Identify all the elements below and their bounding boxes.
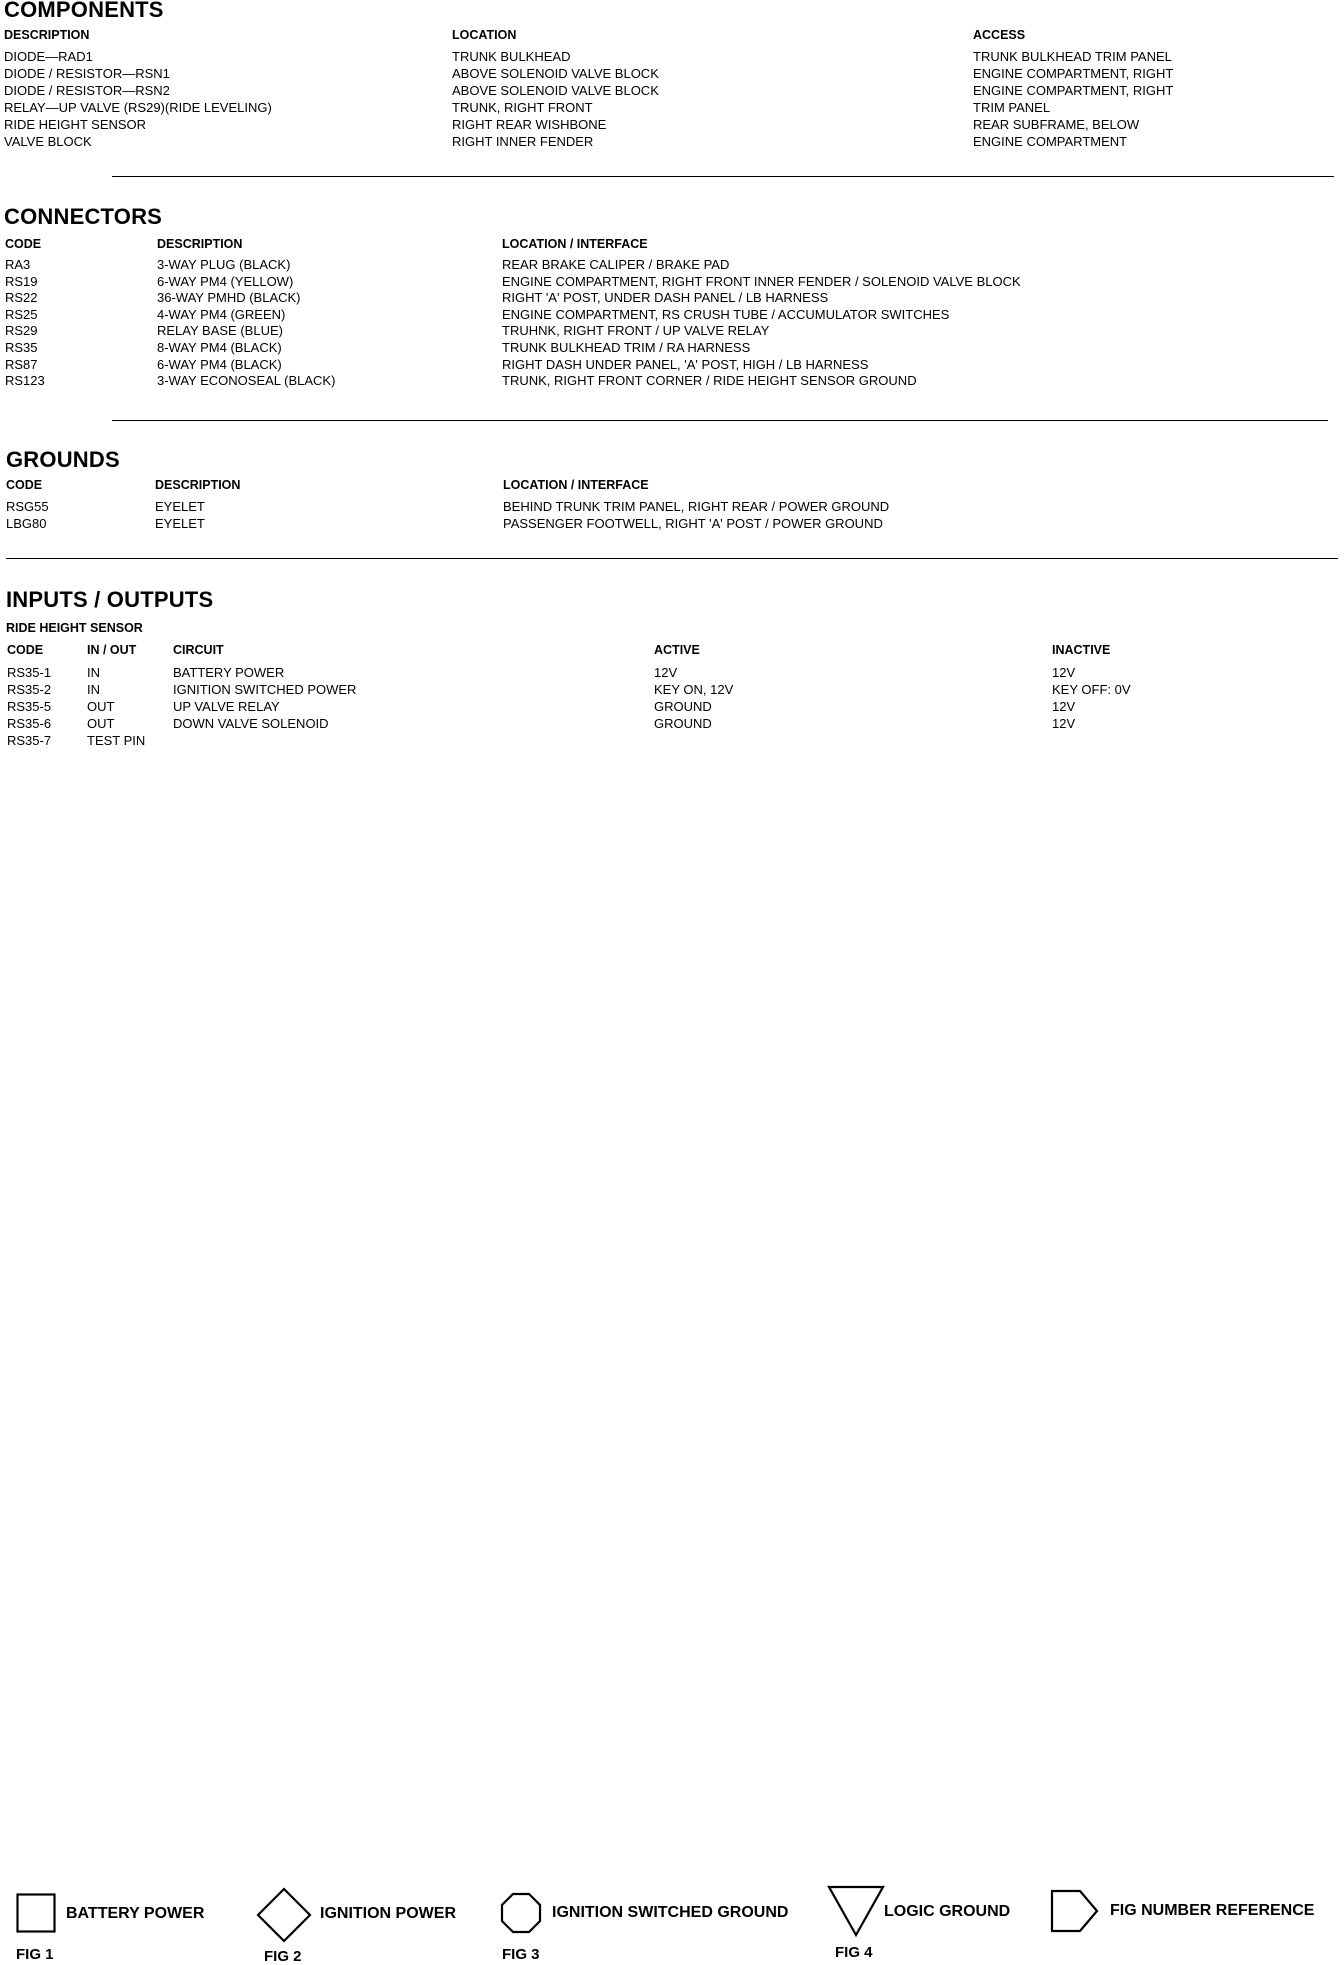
components-title: COMPONENTS xyxy=(4,0,164,22)
io-active: KEY ON, 12V xyxy=(654,682,734,697)
section-divider xyxy=(6,558,1338,559)
component-location: ABOVE SOLENOID VALVE BLOCK xyxy=(452,83,659,98)
connector-code: RS35 xyxy=(5,340,38,355)
ground-description: EYELET xyxy=(155,516,205,531)
component-location: TRUNK, RIGHT FRONT xyxy=(452,100,593,115)
component-access: TRUNK BULKHEAD TRIM PANEL xyxy=(973,49,1172,64)
connector-location: TRUNK BULKHEAD TRIM / RA HARNESS xyxy=(502,340,751,355)
io-inout: IN xyxy=(87,665,100,680)
io-header-circuit: CIRCUIT xyxy=(173,643,224,657)
connector-location: TRUHNK, RIGHT FRONT / UP VALVE RELAY xyxy=(502,323,770,338)
diamond-icon xyxy=(256,1887,312,1943)
component-access: ENGINE COMPARTMENT, RIGHT xyxy=(973,83,1174,98)
io-inout: OUT xyxy=(87,699,115,714)
connector-code: RS123 xyxy=(5,373,45,388)
legend-label-ignition-switched-ground: IGNITION SWITCHED GROUND xyxy=(552,1904,789,1921)
connectors-header-description: DESCRIPTION xyxy=(157,237,243,251)
component-location: TRUNK BULKHEAD xyxy=(452,49,571,64)
legend-label-battery-power: BATTERY POWER xyxy=(66,1905,205,1922)
ground-location: PASSENGER FOOTWELL, RIGHT 'A' POST / POWER GROUND xyxy=(503,516,883,531)
components-header-description: DESCRIPTION xyxy=(4,28,90,42)
connector-location: RIGHT 'A' POST, UNDER DASH PANEL / LB HARNESS xyxy=(502,290,829,305)
connector-description: 6-WAY PM4 (YELLOW) xyxy=(157,274,294,289)
legend-fig-4: FIG 4 xyxy=(835,1944,873,1961)
io-inactive: 12V xyxy=(1052,699,1076,714)
io-header-inactive: INACTIVE xyxy=(1052,643,1111,657)
component-description: DIODE—RAD1 xyxy=(4,49,93,64)
connector-location: ENGINE COMPARTMENT, RIGHT FRONT INNER FENDER / SOLENOID VALVE BLOCK xyxy=(502,274,1021,289)
connectors-header-code: CODE xyxy=(5,237,42,251)
io-inout: OUT xyxy=(87,716,115,731)
io-code: RS35-7 xyxy=(7,733,52,748)
pentagon-icon xyxy=(1050,1888,1100,1934)
connector-description: 8-WAY PM4 (BLACK) xyxy=(157,340,282,355)
connectors-header-location: LOCATION / INTERFACE xyxy=(502,237,648,251)
grounds-header-code: CODE xyxy=(6,478,43,492)
connector-code: RS87 xyxy=(5,357,38,372)
io-subtitle: RIDE HEIGHT SENSOR xyxy=(6,621,143,635)
section-divider xyxy=(112,176,1334,177)
ground-location: BEHIND TRUNK TRIM PANEL, RIGHT REAR / POWER GROUND xyxy=(503,499,890,514)
legend-label-logic-ground: LOGIC GROUND xyxy=(884,1903,1011,1920)
io-title: INPUTS / OUTPUTS xyxy=(6,587,214,612)
legend-label-ignition-power: IGNITION POWER xyxy=(320,1905,456,1922)
section-divider xyxy=(112,420,1328,421)
connectors-title: CONNECTORS xyxy=(4,204,163,229)
io-code: RS35-2 xyxy=(7,682,52,697)
component-access: ENGINE COMPARTMENT xyxy=(973,134,1128,149)
io-header-code: CODE xyxy=(7,643,44,657)
ground-code: LBG80 xyxy=(6,516,47,531)
io-active: 12V xyxy=(654,665,678,680)
component-location: RIGHT REAR WISHBONE xyxy=(452,117,607,132)
component-description: RIDE HEIGHT SENSOR xyxy=(4,117,147,132)
connector-description: 36-WAY PMHD (BLACK) xyxy=(157,290,301,305)
io-header-inout: IN / OUT xyxy=(87,643,137,657)
component-location: RIGHT INNER FENDER xyxy=(452,134,594,149)
io-inout: IN xyxy=(87,682,100,697)
connector-location: REAR BRAKE CALIPER / BRAKE PAD xyxy=(502,257,730,272)
octagon-icon xyxy=(500,1892,542,1934)
legend-fig-1: FIG 1 xyxy=(16,1946,54,1963)
io-inactive: 12V xyxy=(1052,665,1076,680)
connector-code: RS22 xyxy=(5,290,38,305)
square-icon xyxy=(16,1893,58,1935)
grounds-title: GROUNDS xyxy=(6,447,120,472)
connector-location: TRUNK, RIGHT FRONT CORNER / RIDE HEIGHT SENSOR GROUND xyxy=(502,373,917,388)
io-active: GROUND xyxy=(654,716,712,731)
connector-location: ENGINE COMPARTMENT, RS CRUSH TUBE / ACCUMULATOR SWITCHES xyxy=(502,307,950,322)
io-code: RS35-6 xyxy=(7,716,52,731)
connector-description: 3-WAY ECONOSEAL (BLACK) xyxy=(157,373,336,388)
io-header-active: ACTIVE xyxy=(654,643,700,657)
connector-code: RA3 xyxy=(5,257,31,272)
components-header-access: ACCESS xyxy=(973,28,1026,42)
component-description: DIODE / RESISTOR—RSN2 xyxy=(4,83,170,98)
grounds-header-location: LOCATION / INTERFACE xyxy=(503,478,649,492)
legend-label-fig-number-reference: FIG NUMBER REFERENCE xyxy=(1110,1902,1315,1919)
component-location: ABOVE SOLENOID VALVE BLOCK xyxy=(452,66,659,81)
component-access: TRIM PANEL xyxy=(973,100,1051,115)
io-inactive: 12V xyxy=(1052,716,1076,731)
io-circuit: UP VALVE RELAY xyxy=(173,699,280,714)
ground-code: RSG55 xyxy=(6,499,49,514)
connector-description: RELAY BASE (BLUE) xyxy=(157,323,283,338)
io-inactive: KEY OFF: 0V xyxy=(1052,682,1131,697)
connector-code: RS25 xyxy=(5,307,38,322)
ground-description: EYELET xyxy=(155,499,205,514)
io-code: RS35-5 xyxy=(7,699,52,714)
connector-code: RS29 xyxy=(5,323,38,338)
io-code: RS35-1 xyxy=(7,665,52,680)
io-active: GROUND xyxy=(654,699,712,714)
triangle-down-icon xyxy=(827,1885,885,1937)
connector-description: 3-WAY PLUG (BLACK) xyxy=(157,257,291,272)
io-circuit: BATTERY POWER xyxy=(173,665,285,680)
component-description: RELAY—UP VALVE (RS29)(RIDE LEVELING) xyxy=(4,100,272,115)
component-description: DIODE / RESISTOR—RSN1 xyxy=(4,66,170,81)
io-circuit: DOWN VALVE SOLENOID xyxy=(173,716,329,731)
components-header-location: LOCATION xyxy=(452,28,517,42)
component-description: VALVE BLOCK xyxy=(4,134,92,149)
legend-fig-2: FIG 2 xyxy=(264,1948,302,1965)
io-inout: TEST PIN xyxy=(87,733,146,748)
component-access: ENGINE COMPARTMENT, RIGHT xyxy=(973,66,1174,81)
connector-location: RIGHT DASH UNDER PANEL, 'A' POST, HIGH / LB HARNESS xyxy=(502,357,869,372)
connector-code: RS19 xyxy=(5,274,38,289)
connector-description: 4-WAY PM4 (GREEN) xyxy=(157,307,286,322)
connector-description: 6-WAY PM4 (BLACK) xyxy=(157,357,282,372)
grounds-header-description: DESCRIPTION xyxy=(155,478,241,492)
legend-fig-3: FIG 3 xyxy=(502,1946,540,1963)
io-circuit: IGNITION SWITCHED POWER xyxy=(173,682,357,697)
component-access: REAR SUBFRAME, BELOW xyxy=(973,117,1140,132)
